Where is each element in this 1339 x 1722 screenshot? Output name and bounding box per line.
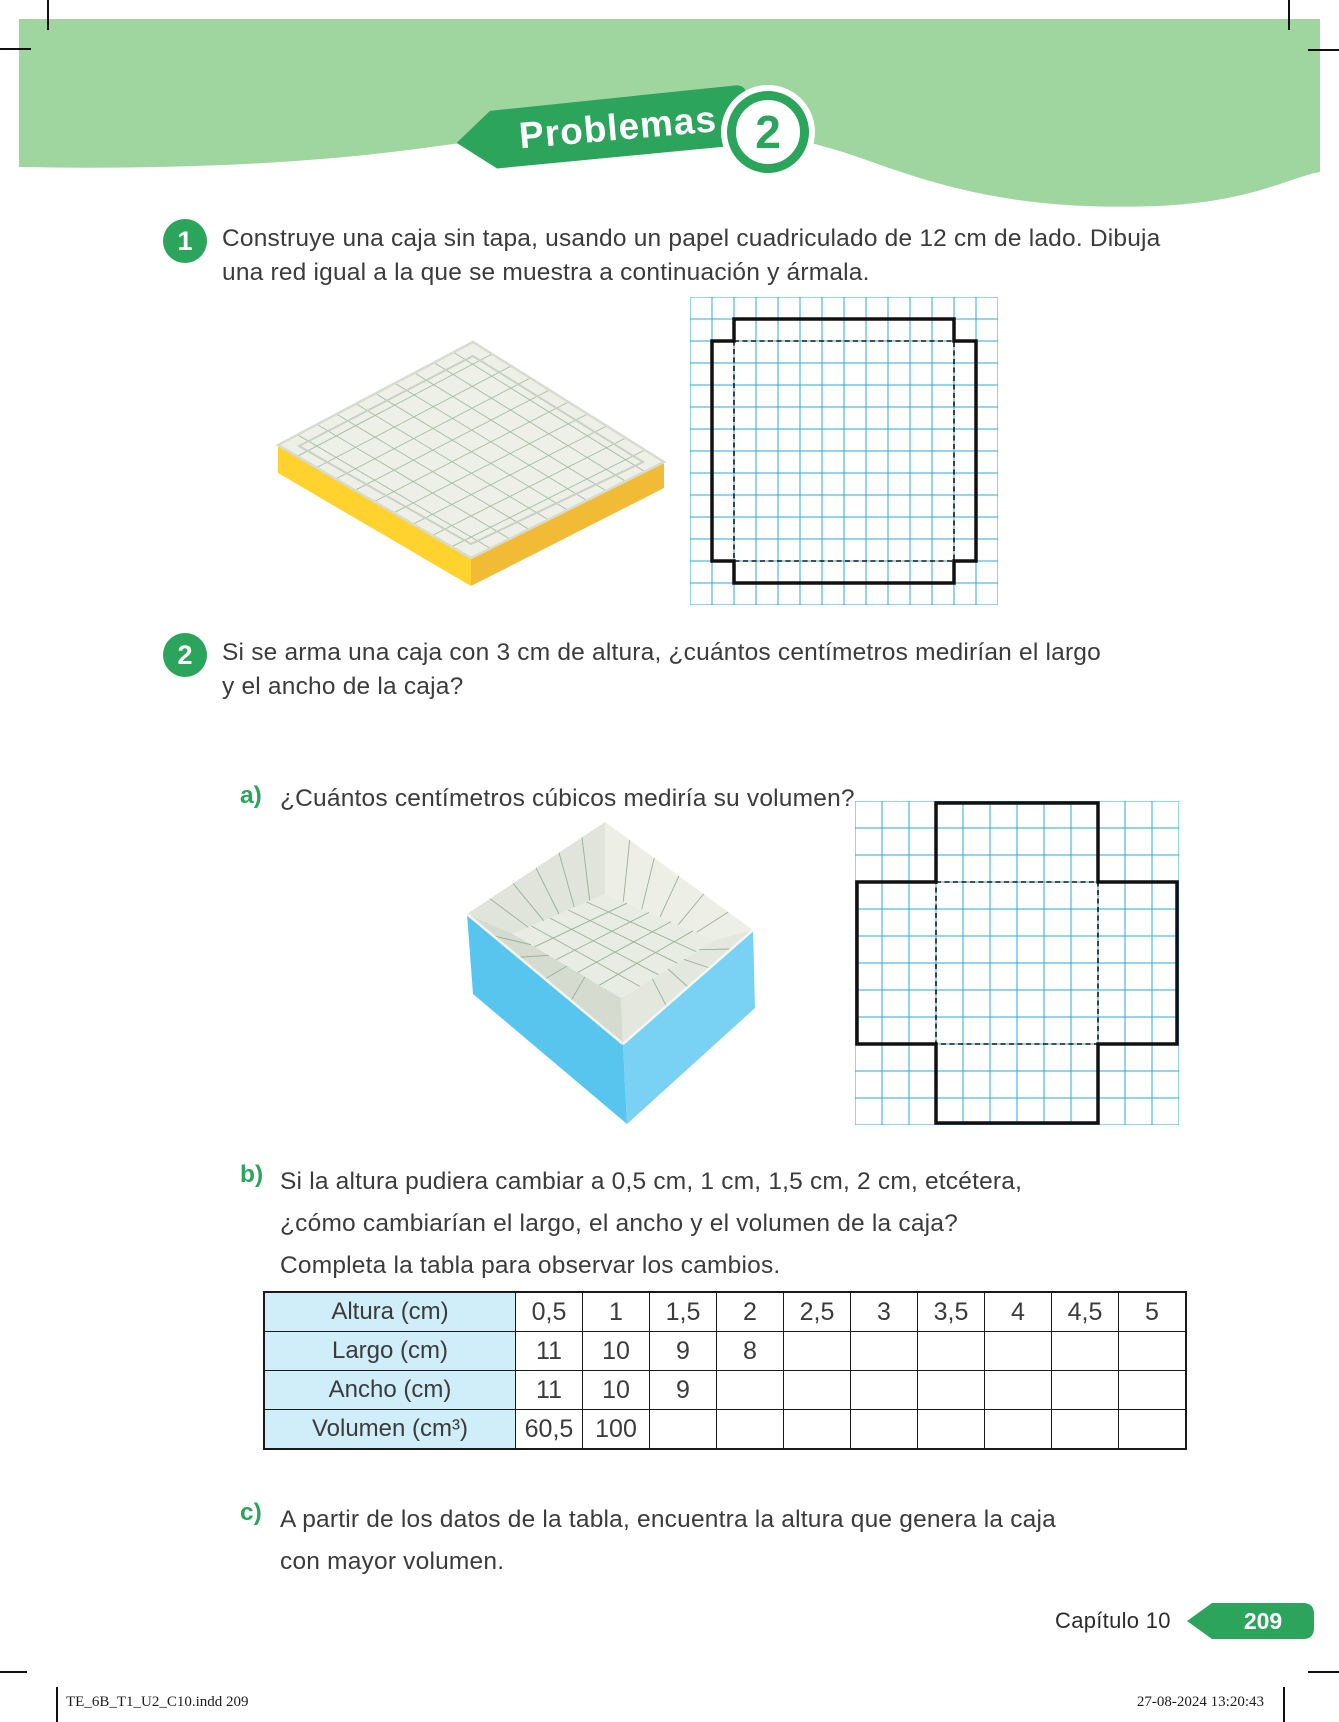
table-value-cell: 10 [583,1371,650,1410]
table-value-cell: 3 [851,1292,918,1332]
table-value-cell [1119,1371,1187,1410]
table-value-cell: 3,5 [918,1292,985,1332]
table-value-cell [985,1371,1052,1410]
page-number-badge [1185,1600,1317,1642]
table-value-cell: 9 [650,1371,717,1410]
problem2-line2: y el ancho de la caja? [222,673,464,700]
table-value-cell: 0,5 [516,1292,583,1332]
banner-number-badge [727,91,809,173]
part-a-text: ¿Cuántos centímetros cúbicos mediría su volumen? [280,785,855,812]
table-label-cell: Altura (cm) [264,1292,516,1332]
table-value-cell: 8 [717,1332,784,1371]
crop-mark [1308,49,1339,51]
crop-mark [56,1687,58,1722]
table-value-cell: 4 [985,1292,1052,1332]
table-value-cell [784,1371,851,1410]
table-value-cell [1052,1332,1119,1371]
table-value-cell: 10 [583,1332,650,1371]
table-value-cell [851,1371,918,1410]
table-value-cell [717,1410,784,1450]
table-value-cell: 4,5 [1052,1292,1119,1332]
table-value-cell [650,1410,717,1450]
table-value-cell [717,1371,784,1410]
table-value-cell: 9 [650,1332,717,1371]
table-value-cell [1052,1371,1119,1410]
table-value-cell [918,1371,985,1410]
crop-mark [0,1671,27,1673]
banner-number: 2 [755,106,781,158]
table-label-cell: Ancho (cm) [264,1371,516,1410]
table-value-cell [985,1332,1052,1371]
part-b-label: b) [240,1161,264,1188]
part-b-line1: Si la altura pudiera cambiar a 0,5 cm, 1 cm, 1,5 cm, 2 cm, etcétera, [280,1168,1023,1195]
table-label-cell: Volumen (cm³) [264,1410,516,1450]
table-row [264,1292,1186,1332]
part-b-line2: ¿cómo cambiarían el largo, el ancho y el volumen de la caja? [280,1210,958,1237]
problem2-badge [163,633,207,677]
table-value-cell [784,1332,851,1371]
table-row [264,1371,1186,1410]
table-value-cell [1119,1332,1187,1371]
problem1-text [222,222,1162,290]
box-net-grid-1cm [690,297,998,605]
table-row [264,1332,1186,1371]
table-value-cell: 100 [583,1410,650,1450]
part-c-label: c) [240,1499,262,1526]
part-a-label: a) [240,782,262,809]
chapter-label: Capítulo 10 [1055,1608,1171,1633]
blue-box-photo [455,812,775,1132]
table-row [264,1410,1186,1450]
table-value-cell: 2,5 [784,1292,851,1332]
table-value-cell [918,1332,985,1371]
table-value-cell: 11 [516,1371,583,1410]
problem1-line2: una red igual a la que se muestra a continuación y ármala. [222,259,870,286]
part-c-text [280,1499,1080,1583]
yellow-tray-photo [268,330,668,610]
table-label-cell: Largo (cm) [264,1332,516,1371]
table-value-cell [1119,1410,1187,1450]
table-value-cell [851,1332,918,1371]
part-b-line3: Completa la tabla para observar los cambios. [280,1252,781,1279]
crop-mark [1283,1687,1285,1722]
table-value-cell [784,1410,851,1450]
table-value-cell: 5 [1119,1292,1187,1332]
table-value-cell [918,1410,985,1450]
dimensions-table [263,1291,1187,1450]
problem2-text [222,636,1162,704]
page-number: 209 [1243,1608,1283,1634]
table-value-cell [851,1410,918,1450]
table-value-cell [985,1410,1052,1450]
part-c-line2: con mayor volumen. [280,1548,505,1575]
problem2-number: 2 [177,639,193,670]
imprint-datetime: 27-08-2024 13:20:43 [1136,1694,1264,1710]
part-b-text [280,1161,1040,1287]
table-value-cell: 2 [717,1292,784,1332]
banner-title: Problemas [517,98,719,157]
part-c-line1: A partir de los datos de la tabla, encuentra la altura que genera la caja [280,1506,1056,1533]
problem2-line1: Si se arma una caja con 3 cm de altura, ¿cuántos centímetros medirían el largo [222,639,1101,666]
imprint-filename: TE_6B_T1_U2_C10.indd 209 [66,1694,249,1710]
table-value-cell: 1,5 [650,1292,717,1332]
crop-mark [1308,1671,1339,1673]
crop-mark [1288,0,1290,30]
box-net-grid-3cm [855,801,1179,1125]
problem1-line1: Construye una caja sin tapa, usando un papel cuadriculado de 12 cm de lado. Dibuja [222,225,1161,252]
crop-mark [0,48,31,50]
problem1-number: 1 [177,225,193,256]
crop-mark [47,0,49,30]
problem1-badge [163,219,207,263]
table-value-cell: 1 [583,1292,650,1332]
table-value-cell [1052,1410,1119,1450]
table-value-cell: 60,5 [516,1410,583,1450]
table-value-cell: 11 [516,1332,583,1371]
